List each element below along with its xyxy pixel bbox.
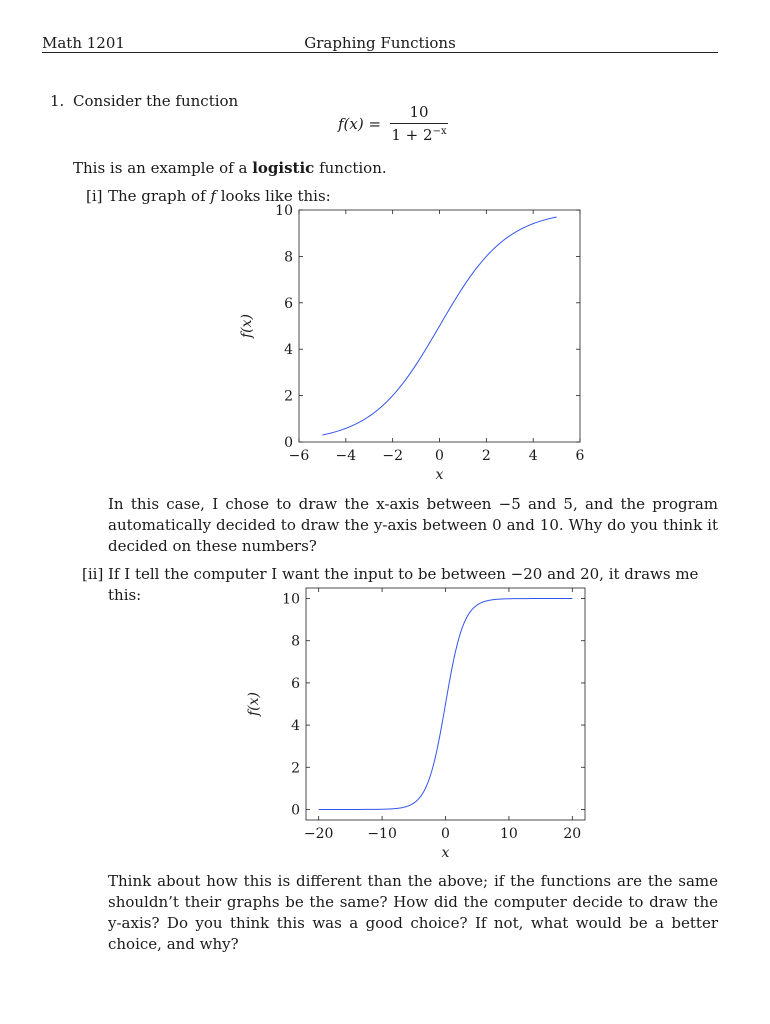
chart1-xtick-label: 6 [575,448,585,464]
chart1-xlabel: x [435,467,444,483]
chart2-ytick-label: 4 [291,718,300,735]
chart2-xtick-label: 10 [499,826,518,842]
chart2-series-line [319,599,573,810]
chart2-ytick-label: 2 [291,760,300,777]
example-text-before: This is an example of a [73,159,253,177]
chart2-xtick-label: 20 [563,826,582,842]
chart1-series-line [322,217,556,435]
chart1-ytick-label: 2 [284,388,293,405]
part-ii-label: [ii] [82,565,104,583]
example-sentence [73,158,387,179]
part-i-var: f [210,187,216,205]
part-i-text-after: looks like this: [215,187,331,205]
page-title: Graphing Functions [304,34,456,52]
chart1-xtick-label: −4 [335,448,357,464]
chart1-xtick-label: 2 [481,448,491,464]
problem-intro: Consider the function [73,92,239,110]
formula-numerator: 10 [390,103,448,124]
chart1-xtick-label: 0 [435,448,444,464]
part-i-text-before: The graph of [108,187,211,205]
chart2-ytick-label: 0 [291,802,300,819]
formula-exponent: −x [432,126,447,137]
chart1-xtick-label: −2 [382,448,403,464]
chart1-xtick-label: 4 [528,448,538,464]
formula-denominator [390,124,448,144]
page-header [42,34,718,53]
example-text-after: function. [314,159,387,177]
formula-denominator-base: 1 + 2 [391,126,433,144]
chart2-xtick-label: −20 [303,826,334,842]
chart1-ylabel: f(x) [239,313,255,339]
logistic-bold: logistic [252,159,315,177]
problem-number: 1. [50,92,65,110]
chart2-xlabel: x [441,845,450,861]
chart2-ylabel: f(x) [246,691,262,717]
part-ii-paragraph: Think about how this is different than the above; if the functions are the same shouldn’t their graphs be the same? How did the computer decide to draw the y-axis? Do you think this was a good choice? If not, what would be a better choice, and why? [108,872,718,953]
chart-logistic-narrow [0,200,770,490]
chart2-ytick-label: 6 [291,675,300,692]
course-name: Math 1201 [42,34,125,52]
chart2-xtick-label: −10 [367,826,397,842]
chart1-ytick-label: 10 [275,203,293,219]
chart1-ytick-label: 4 [284,342,293,359]
chart1-xtick-label: −6 [288,448,310,464]
formula-fraction [390,103,448,144]
chart2-ytick-label: 8 [291,633,300,650]
part-ii-intro: If I tell the computer I want the input to be between −20 and 20, it draws me this: [108,565,699,604]
chart-logistic-wide [0,578,770,868]
formula-lhs: f(x) = [338,115,382,133]
chart1-ytick-label: 8 [284,249,293,266]
part-i-paragraph: In this case, I chose to draw the x-axis between −5 and 5, and the program automatically decided to draw the y-axis between 0 and 10. Why do you think it decided on these numbers? [108,495,718,555]
chart2-xtick-label: 0 [441,826,450,842]
part-i-label: [i] [86,187,103,205]
chart1-ytick-label: 6 [284,295,293,312]
chart2-ytick-label: 10 [282,591,300,608]
chart1-ytick-label: 0 [284,435,293,451]
